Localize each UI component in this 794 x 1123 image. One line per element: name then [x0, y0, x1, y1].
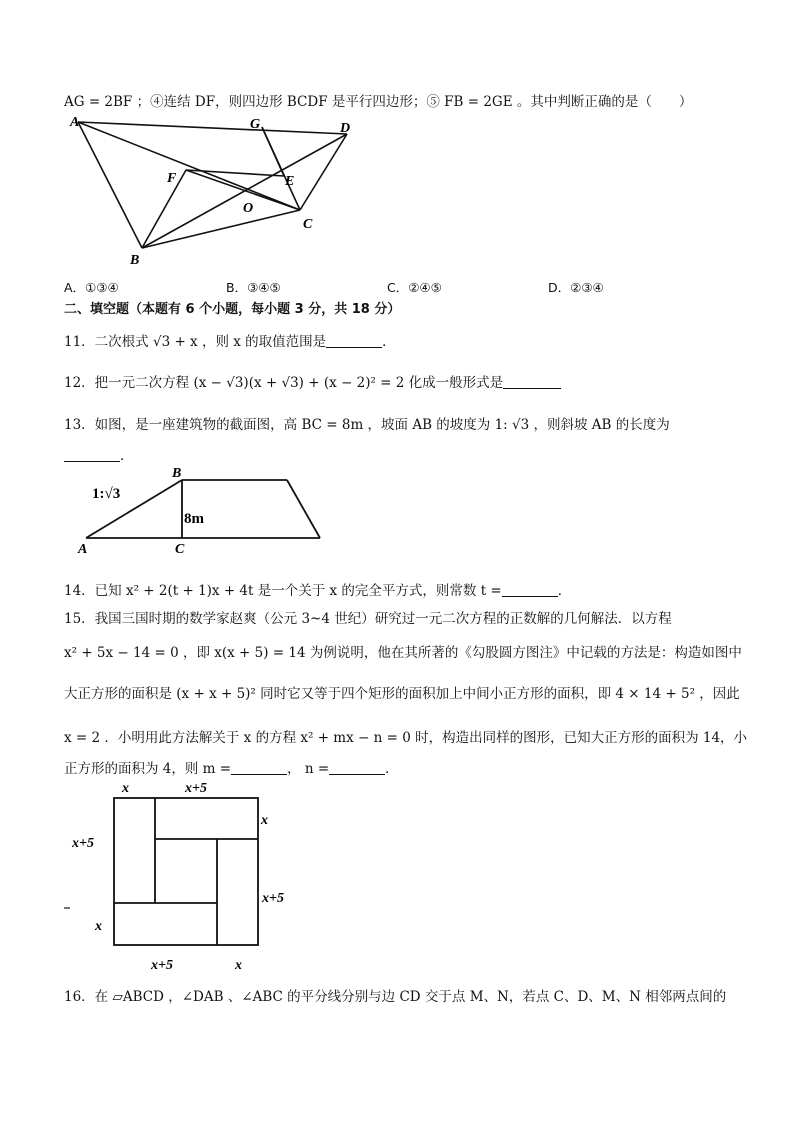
q15-label-bottom-x: x	[235, 958, 242, 973]
q15-n-answer-blank[interactable]	[329, 760, 385, 775]
q15-m-prefix: 正方形的面积为 4，则 m =	[64, 761, 232, 777]
q10-label-E: E	[285, 174, 295, 189]
q10-text: AG = 2BF ；④连结 DF，则四边形 BCDF 是平行四边形；⑤ FB = 2GE 。其中判断正确的是（ ）	[64, 94, 693, 110]
q15-line3: 大正方形的面积是 (x + x + 5)² 同时它又等于四个矩形的面积加上中间小正方形的面积，即 4 × 14 + 5² ，因此	[64, 686, 740, 702]
q15-label-left-x: x	[95, 919, 102, 934]
q15-label-right-x5: x+5	[262, 891, 284, 906]
q11-suffix: ．	[382, 334, 396, 350]
q16-text: 16．在 ▱ABCD ，∠DAB 、∠ABC 的平分线分别与边 CD 交于点 M、N，若点 C、D、M、N 相邻两点间的	[64, 989, 727, 1005]
q13-label-B: B	[172, 466, 182, 481]
q13-line1: 13．如图，是一座建筑物的截面图，高 BC = 8m ，坡面 AB 的坡度为 1: √3 ，则斜坡 AB 的长度为	[64, 417, 670, 433]
q13-suffix: ．	[120, 448, 134, 464]
q10-option-c[interactable]: C．②④⑤	[387, 280, 442, 295]
q15-line1: 15．我国三国时期的数学家赵爽（公元 3~4 世纪）研究过一元二次方程的正数解的几何解法．以方程	[64, 611, 672, 627]
q13-label-height: 8m	[184, 511, 204, 527]
q11-prefix: 11．二次根式 √3 + x ，则 x 的取值范围是	[64, 334, 327, 350]
q15-label-bottom-x5: x+5	[151, 958, 173, 973]
q13-figure	[76, 464, 346, 559]
q13-label-A: A	[78, 542, 88, 557]
q10-label-G: G	[250, 117, 261, 132]
q15-line2: x² + 5x − 14 = 0 ，即 x(x + 5) = 14 为例说明，他在其所著的《勾股圆方图注》中记载的方法是：构造如图中	[64, 645, 742, 661]
q14-prefix: 14．已知 x² + 2(t + 1)x + 4t 是一个关于 x 的完全平方式，则常数 t =	[64, 583, 502, 599]
q11	[64, 330, 396, 350]
q15-n-prefix: ， n =	[287, 761, 330, 777]
q15-line5	[64, 757, 399, 777]
q14-answer-blank[interactable]	[502, 582, 558, 597]
q10-label-C: C	[303, 217, 313, 232]
q15-suffix: ．	[385, 761, 399, 777]
q14	[64, 579, 571, 599]
q12	[64, 371, 561, 391]
q13-label-C: C	[175, 542, 185, 557]
q10-label-O: O	[243, 201, 254, 216]
q10-option-a[interactable]: A．①③④	[64, 280, 119, 295]
q10-label-B: B	[130, 253, 140, 268]
q13-line2	[64, 444, 134, 464]
q10-label-F: F	[167, 171, 177, 186]
q12-answer-blank[interactable]	[503, 374, 561, 389]
section-heading: 二、填空题（本题有 6 个小题，每小题 3 分，共 18 分）	[64, 302, 401, 317]
q13-label-ratio: 1:√3	[92, 486, 121, 502]
q15-figure	[64, 778, 314, 978]
q15-label-top-x: x	[122, 781, 129, 796]
q15-line4: x = 2 ．小明用此方法解关于 x 的方程 x² + mx − n = 0 时，构造出同样的图形，已知大正方形的面积为 14，小	[64, 730, 748, 746]
q10-figure	[64, 112, 364, 272]
q15-m-answer-blank[interactable]	[231, 760, 287, 775]
q14-suffix: ．	[557, 583, 572, 599]
q10-option-d[interactable]: D．②③④	[548, 280, 604, 295]
q15-label-left-x5: x+5	[72, 836, 94, 851]
q15-label-right-x: x	[261, 813, 268, 828]
q11-answer-blank[interactable]	[326, 333, 382, 348]
q12-prefix: 12．把一元二次方程 (x − √3)(x + √3) + (x − 2)² = 2 化成一般形式是	[64, 375, 504, 391]
q10-option-b[interactable]: B．③④⑤	[226, 280, 281, 295]
q10-label-A: A	[70, 115, 80, 130]
q13-answer-blank[interactable]	[64, 447, 120, 462]
q10-label-D: D	[340, 121, 351, 136]
q15-label-top-x5: x+5	[185, 781, 207, 796]
